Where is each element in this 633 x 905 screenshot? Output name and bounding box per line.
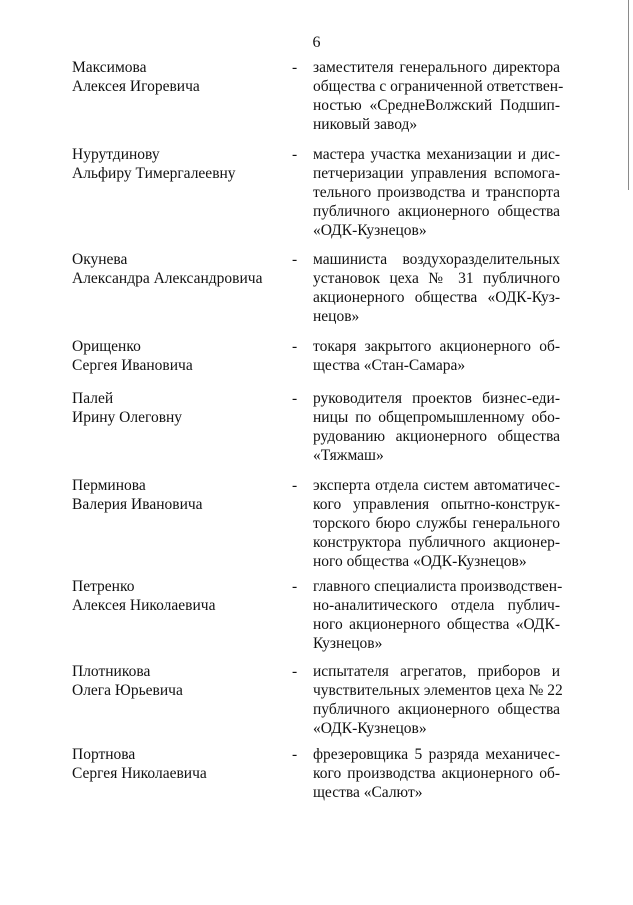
- separator-dash: -: [292, 746, 298, 763]
- person-name: [72, 337, 282, 375]
- person-surname: Перминова: [72, 477, 146, 494]
- position-line: рудованию акционерного общества: [313, 428, 560, 445]
- person-given-names: Сергея Ивановича: [72, 357, 193, 374]
- position-line: публичного акционерного общества: [313, 203, 560, 220]
- position-description: [313, 250, 560, 326]
- separator-dash: -: [292, 146, 298, 163]
- position-line: фрезеровщика 5 разряда механичес-: [313, 746, 560, 763]
- position-line: никовый завод»: [313, 116, 418, 133]
- position-line: акционерного общества «ОДК-Куз-: [313, 289, 560, 306]
- person-given-names: Александра Александровича: [72, 270, 263, 287]
- scan-edge-line: [628, 0, 629, 190]
- position-description: [313, 58, 564, 134]
- separator-dash: -: [292, 59, 298, 76]
- position-description: [313, 662, 563, 738]
- position-line: заместителя генерального директора: [313, 59, 560, 76]
- position-description: [313, 145, 560, 240]
- person-name: [72, 577, 282, 615]
- position-line: токаря закрытого акционерного об-: [313, 338, 560, 355]
- position-line: чувствительных элементов цеха № 22: [313, 682, 563, 699]
- position-line: эксперта отдела систем автоматичес-: [313, 477, 560, 494]
- person-given-names: Альфиру Тимергалеевну: [72, 165, 236, 182]
- person-surname: Петренко: [72, 578, 135, 595]
- position-line: но-аналитического отдела публич-: [313, 597, 560, 614]
- person-name: [72, 745, 282, 783]
- person-surname: Нурутдинову: [72, 146, 160, 163]
- person-given-names: Валерия Ивановича: [72, 496, 203, 513]
- position-line: испытателя агрегатов, приборов и: [313, 663, 560, 680]
- separator-dash: -: [292, 663, 298, 680]
- position-line: нецов»: [313, 308, 360, 325]
- person-given-names: Ирину Олеговну: [72, 409, 183, 426]
- person-name: [72, 145, 282, 183]
- position-line: ницы по общепромышленному обо-: [313, 409, 560, 426]
- person-name: [72, 250, 282, 288]
- person-given-names: Сергея Николаевича: [72, 765, 207, 782]
- separator-dash: -: [292, 338, 298, 355]
- page-number: 6: [312, 34, 321, 51]
- separator-dash: -: [292, 251, 298, 268]
- position-line: Кузнецов»: [313, 635, 383, 652]
- position-line: конструктора публичного акционер-: [313, 534, 560, 551]
- person-name: [72, 389, 282, 427]
- person-name: [72, 58, 282, 96]
- position-line: щества «Салют»: [313, 784, 423, 801]
- position-line: щества «Стан-Самара»: [313, 357, 466, 374]
- person-surname: Окунева: [72, 251, 128, 268]
- person-name: [72, 662, 282, 700]
- person-given-names: Алексея Николаевича: [72, 597, 216, 614]
- person-given-names: Алексея Игоревича: [72, 78, 200, 95]
- position-line: торского бюро службы генерального: [313, 515, 560, 532]
- position-line: публичного акционерного общества: [313, 701, 560, 718]
- position-line: машиниста воздухоразделительных: [313, 251, 560, 268]
- separator-dash: -: [292, 578, 298, 595]
- position-line: установок цеха № 31 публичного: [313, 270, 560, 287]
- person-given-names: Олега Юрьевича: [72, 682, 183, 699]
- position-line: петчеризации управления вспомога-: [313, 165, 560, 182]
- position-line: «ОДК-Кузнецов»: [313, 720, 427, 737]
- position-description: [313, 577, 563, 653]
- position-line: главного специалиста производствен-: [313, 578, 563, 595]
- position-line: «ОДК-Кузнецов»: [313, 222, 427, 239]
- position-line: руководителя проектов бизнес-еди-: [313, 390, 560, 407]
- person-surname: Орищенко: [72, 338, 141, 355]
- person-surname: Максимова: [72, 59, 147, 76]
- position-line: мастера участка механизации и дис-: [313, 146, 560, 163]
- separator-dash: -: [292, 390, 298, 407]
- person-surname: Плотникова: [72, 663, 151, 680]
- position-line: ного акционерного общества «ОДК-: [313, 616, 560, 633]
- position-description: [313, 337, 560, 375]
- person-surname: Портнова: [72, 746, 136, 763]
- position-line: тельного производства и транспорта: [313, 184, 560, 201]
- position-line: кого производства акционерного об-: [313, 765, 560, 782]
- position-line: кого управления опытно-конструк-: [313, 496, 560, 513]
- position-line: «Тяжмаш»: [313, 447, 384, 464]
- position-line: ностью «СреднеВолжский Подшип-: [313, 97, 560, 114]
- position-description: [313, 389, 560, 465]
- person-surname: Палей: [72, 390, 114, 407]
- position-line: ного общества «ОДК-Кузнецов»: [313, 553, 527, 570]
- position-description: [313, 476, 560, 571]
- position-description: [313, 745, 560, 802]
- position-line: общества с ограниченной ответствен-: [313, 78, 564, 95]
- separator-dash: -: [292, 477, 298, 494]
- person-name: [72, 476, 282, 514]
